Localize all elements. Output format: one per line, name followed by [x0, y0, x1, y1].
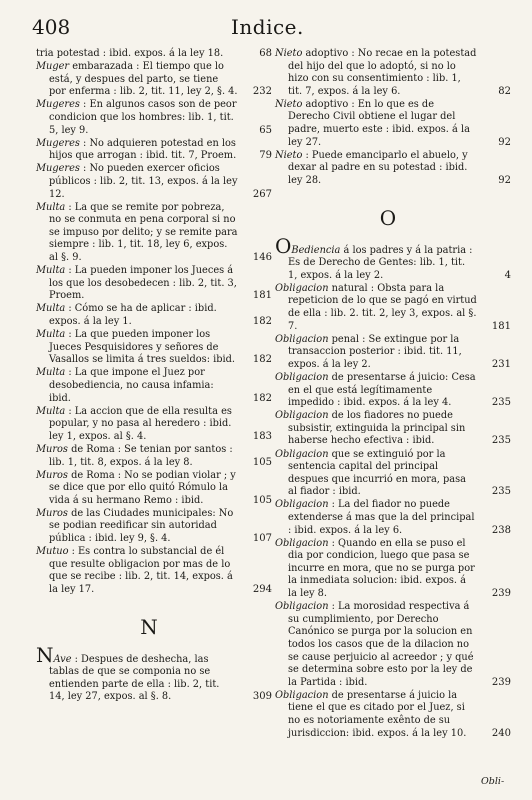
index-entry	[275, 537, 511, 601]
entry-text: : Cómo se ha de aplicar : ibid. expos. á la ley 1.	[49, 303, 217, 327]
entry-keyword: Obligacion	[275, 537, 329, 549]
index-entry	[36, 303, 272, 328]
entry-keyword: Nieto	[275, 149, 303, 161]
entry-keyword: Nieto	[275, 48, 303, 59]
right-column	[275, 48, 511, 741]
entry-text: de presentarse á juicio: Cesa en el que está legítimamente impedido : ibid. expos. á la ley 4.	[288, 371, 476, 409]
entry-keyword: Mutuo	[36, 546, 69, 558]
entry-text: que se extinguió por la sentencia capital del principal despues que incurrió en mora, pasa al fiador : ibid.	[288, 448, 467, 498]
entry-page-ref: 146	[252, 252, 272, 263]
entry-text: : La del fiador no puede extenderse á mas que la del principal : ibid. expos. á la ley 6.	[288, 499, 475, 536]
entry-page-ref: 181	[491, 320, 511, 332]
entry-page-ref: 92	[498, 136, 511, 148]
entry-page-ref: 65	[259, 124, 272, 136]
index-entry	[36, 367, 272, 405]
entry-text: : La pueden imponer los Jueces á los que los desobedecen : lib. 2, tit. 3, Proem.	[49, 265, 237, 302]
entry-page-ref: 239	[491, 676, 511, 688]
entry-text: : La que impone el Juez por desobediencia, no causa infamia: ibid.	[49, 367, 214, 404]
entry-page-ref: 105	[252, 494, 272, 506]
drop-cap: O	[275, 233, 292, 258]
index-entry	[275, 601, 511, 689]
entry-page-ref: 239	[491, 588, 511, 600]
entry-keyword: Mugeres	[36, 137, 80, 149]
entry-page-ref: 182	[252, 315, 272, 327]
index-entry	[275, 333, 511, 372]
section-letter-o: O	[379, 205, 397, 230]
entry-keyword: Obligacion	[275, 689, 329, 701]
entry-keyword: Nieto	[275, 98, 303, 110]
index-entry	[275, 689, 511, 740]
entry-text: : Quando en ella se puso el dia por condicion, luego que pasa se incurre en mora, que no se purga por la inmediata solucion: ibid. expos. á la ley 8.	[288, 537, 475, 600]
entry-page-ref: 182	[252, 354, 272, 366]
entry-keyword: Ave	[53, 653, 72, 665]
entry-text: : Es contra lo substancial de él que resulte obligacion por mas de lo que se recibe : lib. 2, tit. 14, expos. á la ley 17.	[49, 546, 233, 595]
entry-text: de Roma : No se podian violar ; y se dice que por ello quitó Rómulo la vida á su hermano Remo : ibid.	[49, 469, 236, 506]
index-entry	[275, 48, 511, 98]
entry-text: de presentarse á juicio la tiene el que es citado por el Juez, si no es notoriamente exênto de su jurisdiccion: ibid. expos. á la ley 10.	[288, 689, 467, 739]
index-entry	[36, 443, 272, 469]
entry-text: penal : Se extingue por la transaccion posterior : ibid. tit. 11, expos. á la ley 2.	[288, 333, 462, 370]
index-entry	[36, 546, 272, 596]
entry-page-ref: 235	[491, 397, 511, 409]
entry-text: á los padres y á la patria : Es de Derecho de Gentes: lib. 1, tit. 1, expos. á la ley 2.	[288, 244, 473, 281]
entry-keyword: Obligacion	[275, 410, 329, 422]
index-entry	[275, 410, 511, 448]
entry-keyword: Multa	[36, 367, 66, 379]
entry-keyword: Mugeres	[36, 99, 80, 111]
entry-text: de Roma : Se tenian por santos : lib. 1, tit. 8, expos. á la ley 8.	[49, 443, 233, 468]
entry-keyword: Obligacion	[275, 282, 329, 294]
section-letter-n: N	[140, 614, 158, 639]
entry-keyword: Multa	[36, 329, 66, 341]
index-entry	[36, 507, 272, 546]
entry-keyword: Bediencia	[291, 244, 341, 256]
index-entry	[36, 469, 272, 508]
entry-text: de las Ciudades municipales: No se podian reedificar sin autoridad pública : ibid. ley 9, §. 4.	[49, 507, 234, 545]
entry-text: : Puede emanciparlo el abuelo, y dexar al padre en su potestad : ibid. ley 28.	[288, 149, 468, 186]
index-entry	[36, 61, 272, 99]
catchword: Obli-	[481, 776, 505, 787]
entry-keyword: Multa	[36, 405, 66, 417]
entry-keyword: Multa	[36, 265, 66, 277]
index-entry	[36, 405, 272, 444]
entry-page-ref: 267	[252, 188, 272, 200]
entry-page-ref: 231	[491, 358, 511, 370]
index-entry	[36, 265, 272, 303]
entry-text: embarazada : El tiempo que lo está, y despues del parto, se tiene por enferma : lib. 2, tit. 11, ley 2, §. 4.	[49, 61, 238, 98]
entry-page-ref: 294	[252, 583, 272, 595]
entry-text: : No adquieren potestad en los hijos que arrogan : ibid. tit. 7, Proem.	[49, 137, 237, 162]
index-entry	[36, 201, 272, 265]
index-entry	[275, 98, 511, 149]
entry-page-ref: 82	[498, 85, 511, 97]
entry-text: : No pueden exercer oficios públicos : lib. 2, tit. 13, expos. á la ley 12.	[49, 163, 238, 200]
index-entry	[36, 163, 272, 201]
entry-page-ref: 240	[491, 727, 511, 739]
entry-page-ref: 68	[259, 48, 272, 59]
entry-keyword: Muros	[36, 469, 68, 481]
page-title: Indice.	[231, 15, 304, 39]
entry-page-ref: 235	[491, 435, 511, 447]
drop-cap: N	[36, 642, 54, 667]
entry-keyword: Multa	[36, 201, 66, 213]
entry-keyword: Mugeres	[36, 163, 80, 175]
entry-keyword: Muros	[36, 443, 68, 455]
entry-page-ref: 79	[259, 150, 272, 162]
entry-text: : La morosidad respectiva á su cumplimiento, por Derecho Canónico se purga por la solucion en todos los casos que de la dilacion no se cause perjuicio al acreedor ; y qué se determina sobre esto por la ley de la Partida : ibid.	[288, 601, 474, 688]
entry-text: : Despues de deshecha, las tablas de que se componia no se entienden parte de ella : lib. 2, tit. 14, ley 27, expos. al §. 8.	[49, 653, 220, 703]
page-number: 408	[32, 15, 71, 39]
entry-page-ref: 235	[491, 486, 511, 498]
entry-page-ref: 181	[252, 290, 272, 302]
entry-keyword: Muros	[36, 507, 68, 519]
entry-keyword: Obligacion	[275, 333, 329, 345]
index-entry	[275, 448, 511, 499]
entry-text: : La accion que de ella resulta es popular, y no pasa al heredero : ibid. ley 1, expos. al §. 4.	[49, 405, 232, 442]
entry-keyword: Obligacion	[275, 499, 329, 511]
index-entry	[275, 149, 511, 188]
entry-page-ref: 238	[491, 524, 511, 536]
entry-text: adoptivo : No recae en la potestad del hijo del que lo adoptó, si no lo hizo con su consentimiento : lib. 1, tit. 7, expos. á la ley 6.	[288, 48, 477, 97]
index-entry	[275, 499, 511, 537]
index-entry	[36, 642, 272, 704]
entry-text: : La que se remite por pobreza, no se conmuta en pena corporal si no se impuso por delito; y se remite para siempre : lib. 1, tit. 18, ley 6, expos. al §. 9.	[49, 201, 238, 263]
entry-page-ref: 182	[252, 392, 272, 404]
index-entry	[275, 371, 511, 410]
entry-page-ref: 4	[504, 269, 511, 281]
entry-page-ref: 105	[252, 456, 272, 468]
entry-keyword: Obligacion	[275, 601, 329, 613]
entry-text: tria potestad : ibid. expos. á la ley 18.	[36, 48, 224, 59]
left-column	[36, 48, 272, 704]
entry-keyword: Multa	[36, 303, 66, 315]
entry-text: adoptivo : En lo que es de Derecho Civil obtiene el lugar del padre, muerto este : ibid. expos. á la ley 27.	[288, 98, 470, 148]
entry-text: : En algunos casos son de peor condicion que los hombres: lib. 1, tit. 5, ley 9.	[49, 99, 237, 136]
entry-keyword: Obligacion	[275, 448, 329, 460]
index-entry	[36, 329, 272, 367]
index-entry	[275, 282, 511, 333]
entry-page-ref: 183	[252, 430, 272, 442]
index-entry	[275, 233, 511, 283]
entry-keyword: Muger	[36, 61, 70, 73]
index-entry	[36, 137, 272, 163]
entry-keyword: Obligacion	[275, 371, 329, 383]
entry-text: : La que pueden imponer los Jueces Pesquisidores y señores de Vasallos se limita á tres sueldos: ibid.	[49, 329, 236, 366]
entry-page-ref: 92	[498, 174, 511, 186]
entry-page-ref: 309	[252, 691, 272, 703]
index-entry	[36, 48, 272, 61]
entry-text: natural : Obsta para la repeticion de lo que se pagó en virtud de ella : lib. 2. tit. 2, ley 3, expos. al §. 7.	[288, 282, 477, 332]
entry-text: de los fiadores no puede subsistir, extinguida la principal sin haberse hecho efectiva : ibid.	[288, 410, 466, 447]
index-entry	[36, 99, 272, 137]
entry-page-ref: 107	[252, 533, 272, 545]
entry-page-ref: 232	[252, 86, 272, 98]
